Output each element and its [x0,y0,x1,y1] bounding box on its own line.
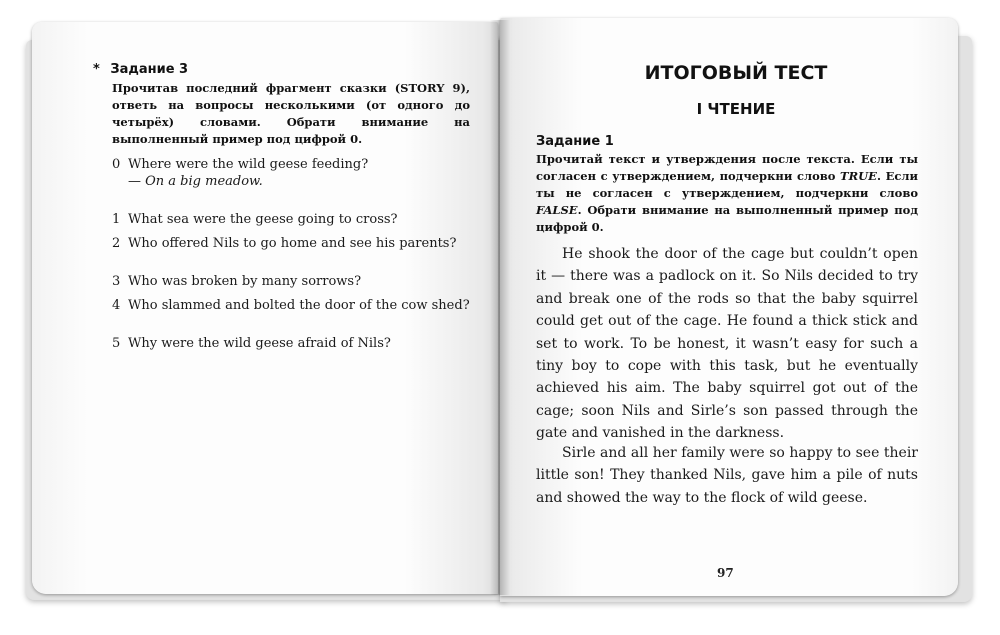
question-text: Who offered Nils to go home and see his parents? [128,236,457,251]
question-text: What sea were the geese going to cross? [128,212,398,227]
false-word: FALSE [536,203,578,217]
task-3-title: Задание 3 [110,62,189,77]
question-number: 5 [112,336,121,351]
question-number: 4 [112,298,121,313]
task-3-heading [93,62,188,77]
instruction-text: Прочитай текст и утверждения после текста. Если ты согласен с утверждением, подчеркни слово [536,152,918,183]
example-question-text: Where were the wild geese feeding? [128,157,369,172]
question-3 [112,272,472,291]
instruction-text: . Если ты не согласен с утверждением, подчеркни слово [536,169,918,200]
page-number: 97 [717,566,734,580]
example-number: 0 [112,157,121,172]
book-gutter [490,20,510,595]
star-icon: * [93,62,100,77]
example-question [112,155,472,174]
example-answer: — On a big meadow. [128,174,263,189]
question-number: 2 [112,236,121,251]
section-title: I ЧТЕНИЕ [696,100,776,118]
question-number: 3 [112,274,121,289]
question-text: Why were the wild geese afraid of Nils? [128,336,391,351]
reading-paragraph-1: He shook the door of the cage but couldn’t open it — there was a padlock on it. So Nils decided to try and break one of the rods so that the baby squirrel could get out of the cage. He found a thick stick and set to work. To be honest, it wasn’t easy for such a tiny boy to cope with this task, but he eventually achieved his aim. The baby squirrel got out of the cage; soon Nils and Sirle’s son passed through the gate and vanished in the darkness. [536,246,918,442]
question-number: 1 [112,212,121,227]
question-4 [112,296,472,315]
task-1-heading: Задание 1 [536,134,614,149]
page-title: ИТОГОВЫЙ ТЕСТ [644,62,828,84]
question-2 [112,234,472,253]
task-3-instruction: Прочитав последний фрагмент сказки (STORY 9), ответь на вопросы несколькими (от одного до четырёх) словами. Обрати внимание на выполненный пример под цифрой 0. [112,81,470,146]
question-text: Who was broken by many sorrows? [128,274,362,289]
question-5 [112,334,472,353]
true-word: TRUE [840,169,877,183]
reading-paragraph-2: Sirle and all her family were so happy to see their little son! They thanked Nils, gave him a pile of nuts and showed the way to the flock of wild geese. [536,445,918,506]
question-1 [112,210,472,229]
instruction-text: . Обрати внимание на выполненный пример под цифрой 0. [536,203,918,234]
task-1-instruction [536,151,918,236]
question-text: Who slammed and bolted the door of the cow shed? [128,298,470,313]
